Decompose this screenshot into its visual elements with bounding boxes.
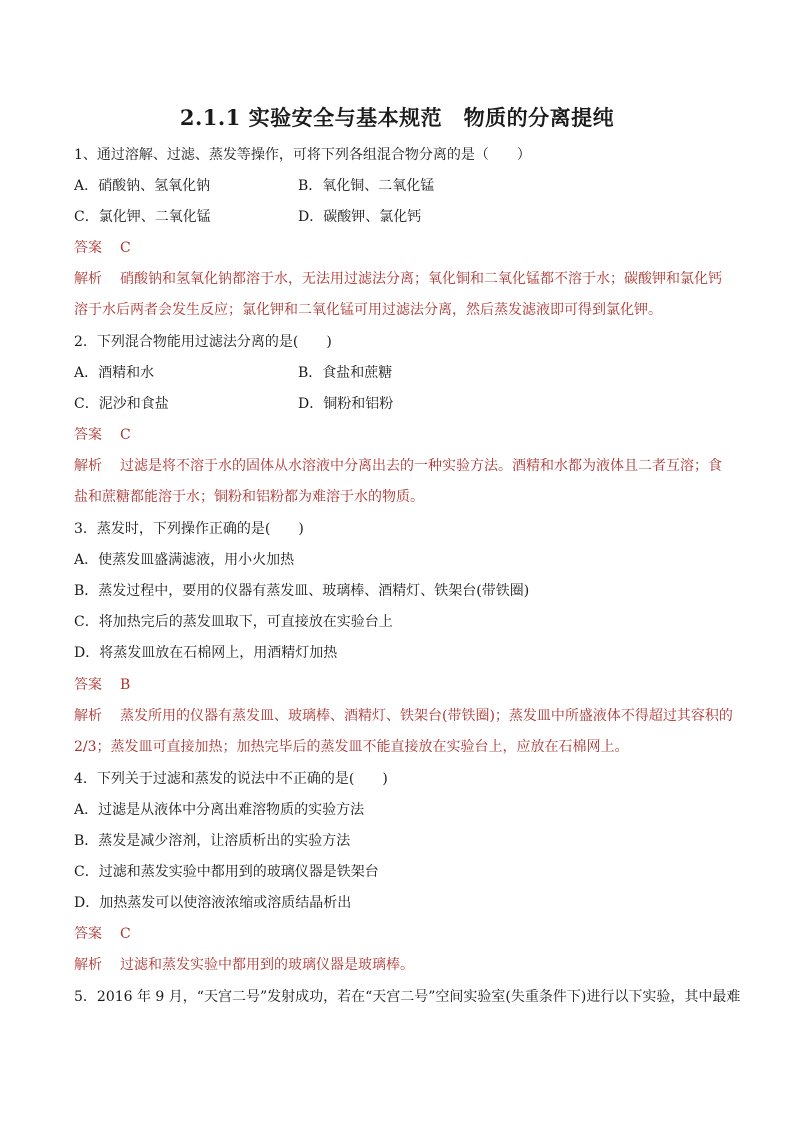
option-c: C．泥沙和食盐 <box>74 396 169 412</box>
analysis-label: 解析 <box>74 957 102 973</box>
option-d: D．加热蒸发可以使溶液浓缩或溶质结晶析出 <box>74 895 352 911</box>
question-stem: 1、通过溶解、过滤、蒸发等操作，可将下列各组混合物分离的是（ ） <box>74 147 531 163</box>
analysis-text: 过滤和蒸发实验中都用到的玻璃仪器是玻璃棒。 <box>120 957 414 973</box>
option-a: A．硝酸钠、氢氧化钠 <box>74 178 211 194</box>
analysis <box>74 456 722 476</box>
analysis-label: 解析 <box>74 458 102 474</box>
question-stem: 3．蒸发时，下列操作正确的是( ) <box>74 521 304 537</box>
option-c: C．过滤和蒸发实验中都用到的玻璃仪器是铁架台 <box>74 864 379 880</box>
answer-value: C <box>120 926 131 942</box>
answer-value: C <box>120 240 131 256</box>
answer-label: 答案 <box>74 677 102 693</box>
option-b: B．食盐和蔗糖 <box>298 365 393 381</box>
answer-label: 答案 <box>74 926 102 942</box>
answer-label: 答案 <box>74 240 102 256</box>
analysis-label: 解析 <box>74 708 102 724</box>
answer <box>74 238 131 258</box>
question-stem: 4．下列关于过滤和蒸发的说法中不正确的是( ) <box>74 771 388 787</box>
option-a: A．过滤是从液体中分离出难溶物质的实验方法 <box>74 802 365 818</box>
analysis-text: 过滤是将不溶于水的固体从水溶液中分离出去的一种实验方法。酒精和水都为液体且二者互溶；食 <box>120 458 722 474</box>
option-b: B．蒸发过程中，要用的仪器有蒸发皿、玻璃棒、酒精灯、铁架台(带铁圈) <box>74 583 530 599</box>
question-stem: 5．2016 年 9 月，“天宫二号”发射成功，若在“天宫二号”空间实验室(失重条件下)进行以下实验，其中最难 <box>74 989 741 1005</box>
answer <box>74 425 131 445</box>
analysis <box>74 706 733 726</box>
answer-value: B <box>120 677 131 693</box>
analysis-label: 解析 <box>74 271 102 287</box>
option-d: D．将蒸发皿放在石棉网上，用酒精灯加热 <box>74 645 338 661</box>
option-b: B．氧化铜、二氧化锰 <box>298 178 435 194</box>
answer <box>74 924 131 944</box>
analysis-continued: 溶于水后两者会发生反应；氯化钾和二氧化锰可用过滤法分离，然后蒸发滤液即可得到氯化钾。 <box>74 302 662 318</box>
answer-value: C <box>120 427 131 443</box>
analysis-text: 硝酸钠和氢氧化钠都溶于水，无法用过滤法分离；氧化铜和二氧化锰都不溶于水；碳酸钾和氯化钙 <box>120 271 722 287</box>
analysis-continued: 2/3；蒸发皿可直接加热；加热完毕后的蒸发皿不能直接放在实验台上，应放在石棉网上。 <box>74 739 629 755</box>
option-c: C．将加热完后的蒸发皿取下，可直接放在实验台上 <box>74 614 393 630</box>
analysis-continued: 盐和蔗糖都能溶于水；铜粉和铝粉都为难溶于水的物质。 <box>74 489 424 505</box>
page-title: 2.1.1 实验安全与基本规范 物质的分离提纯 <box>179 105 615 130</box>
analysis <box>74 955 414 975</box>
option-b: B．蒸发是减少溶剂，让溶质析出的实验方法 <box>74 833 351 849</box>
analysis-text: 蒸发所用的仪器有蒸发皿、玻璃棒、酒精灯、铁架台(带铁圈)；蒸发皿中所盛液体不得超过其容积的 <box>120 708 733 724</box>
option-d: D．铜粉和铝粉 <box>298 396 394 412</box>
option-a: A．使蒸发皿盛满滤液，用小火加热 <box>74 552 295 568</box>
option-d: D．碳酸钾、氯化钙 <box>298 209 422 225</box>
option-c: C．氯化钾、二氧化锰 <box>74 209 211 225</box>
answer-label: 答案 <box>74 427 102 443</box>
question-stem: 2．下列混合物能用过滤法分离的是( ) <box>74 334 332 350</box>
option-a: A．酒精和水 <box>74 365 155 381</box>
analysis <box>74 269 722 289</box>
answer <box>74 675 130 695</box>
